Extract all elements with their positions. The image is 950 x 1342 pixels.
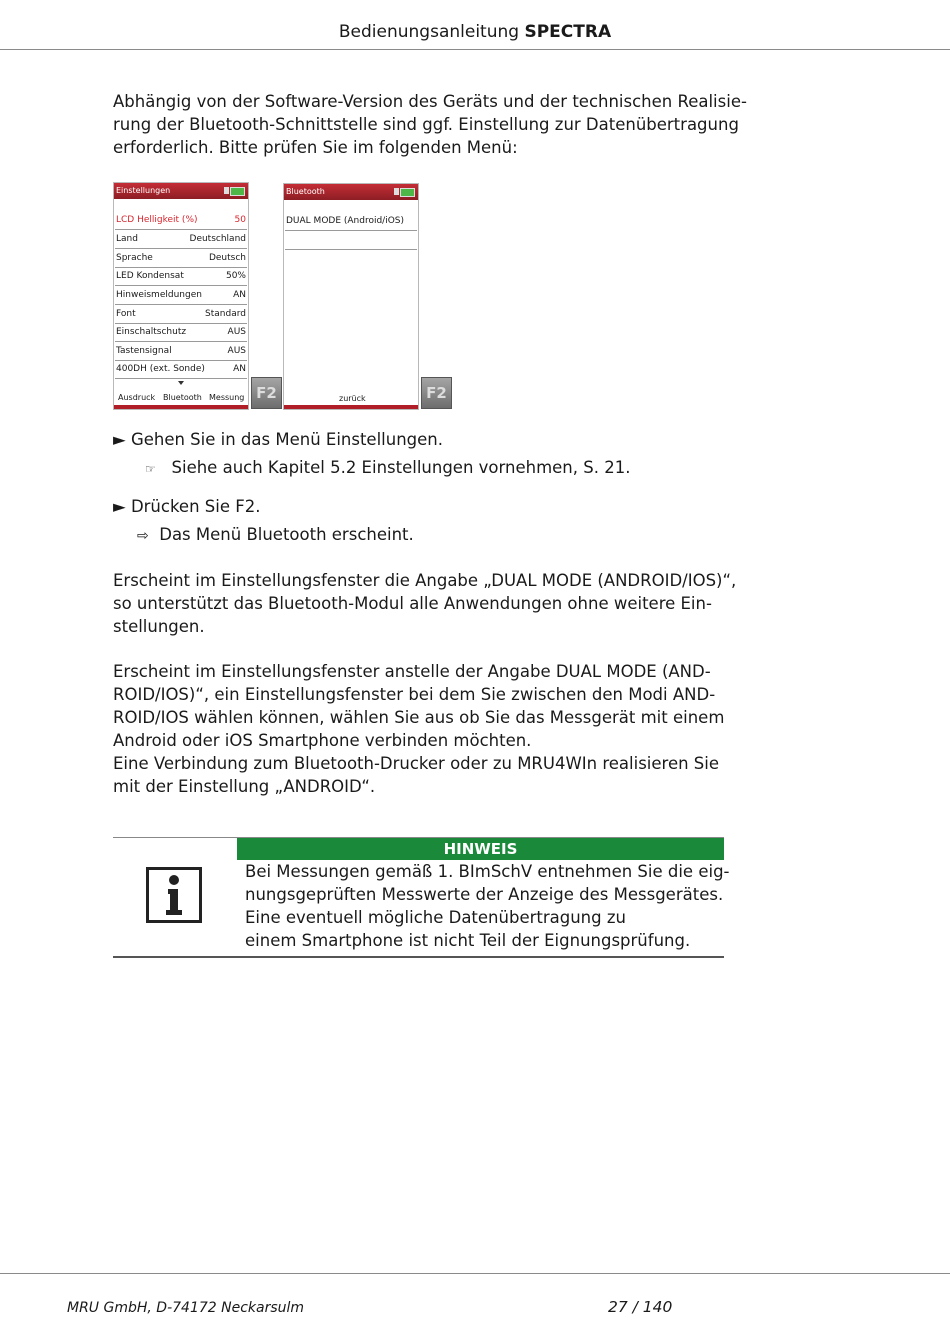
row-label: LED Kondensat [116,271,184,281]
lock-icon [394,188,399,195]
note-heading [237,838,724,860]
intro-line: rung der Bluetooth-Schnittstelle sind ggf. Einstellung zur Datenübertragung [113,115,739,134]
note-bottom-rule [113,956,724,958]
row-label: Font [116,309,136,319]
step-2 [113,495,733,518]
battery-icon [400,188,415,197]
softkey-bluetooth[interactable]: Bluetooth [163,393,202,402]
bluetooth-title-text: Bluetooth [286,187,325,196]
row-label: Sprache [116,253,153,263]
scroll-down-icon [178,381,184,385]
row-label: DUAL MODE (Android/iOS) [286,216,405,226]
settings-row[interactable] [115,323,247,342]
lock-icon [224,187,229,194]
info-icon [146,867,202,923]
f2-key-button[interactable] [421,377,452,409]
row-value: Standard [205,309,246,319]
note-line: Bei Messungen gemäß 1. BImSchV entnehmen Sie die eig- [245,862,730,881]
row-value: AN [233,364,246,374]
step-2-text: Drücken Sie F2. [130,497,261,516]
row-value: 50 [234,215,246,225]
note-line: Eine eventuell mögliche Datenübertragung zu [245,908,626,927]
dual-mode-paragraph [113,569,737,638]
row-value: AUS [227,346,246,356]
intro-line: erforderlich. Bitte prüfen Sie im folgenden Menü: [113,138,518,157]
paragraph-line: Erscheint im Einstellungsfenster die Angabe „DUAL MODE (ANDROID/IOS)“, [113,571,737,590]
footer-divider [0,1273,950,1274]
header-divider [0,49,950,50]
settings-row[interactable] [115,305,247,324]
settings-row[interactable] [115,342,247,361]
f2-key-button[interactable] [251,377,282,409]
softkey-messung[interactable]: Messung [209,393,245,402]
f2-key-label: F2 [426,384,447,402]
step-1-text: Gehen Sie in das Menü Einstellungen. [130,430,443,449]
note-text [245,860,730,952]
paragraph-line: Erscheint im Einstellungsfenster anstelle der Angabe DUAL MODE (AND- [113,662,711,681]
row-label: LCD Helligkeit (%) [116,215,198,225]
softkey-ausdruck[interactable]: Ausdruck [118,393,156,402]
row-label: Einschaltschutz [116,327,187,337]
settings-screen [113,182,249,410]
settings-title-text: Einstellungen [116,186,171,195]
paragraph-line: Android oder iOS Smartphone verbinden möchten. [113,731,532,750]
note-line: nungsgeprüften Messwerte der Anzeige des Messgerätes. [245,885,724,904]
intro-line: Abhängig von der Software-Version des Geräts und der technischen Realisie- [113,92,747,111]
softkey-zurueck[interactable]: zurück [339,394,366,403]
pointing-hand-icon: ☞ [145,462,156,476]
row-value: AUS [227,327,246,337]
settings-row[interactable] [115,360,247,379]
paragraph-line: stellungen. [113,617,205,636]
row-value: AN [233,290,246,300]
settings-row[interactable] [115,249,247,268]
row-label: 400DH (ext. Sonde) [116,364,205,374]
row-label: Land [116,234,138,244]
footer-company: MRU GmbH, D-74172 Neckarsulm [67,1300,305,1316]
settings-row[interactable] [115,286,247,305]
paragraph-line: Eine Verbindung zum Bluetooth-Drucker oder zu MRU4WIn realisieren Sie [113,754,720,773]
step-arrow-icon: ► [113,430,131,449]
step-2-result [137,523,757,548]
battery-icon [230,187,245,196]
row-value: Deutsch [208,253,246,263]
paragraph-line: ROID/IOS)“, ein Einstellungsfenster bei dem Sie zwischen den Modi AND- [113,685,716,704]
paragraph-line: so unterstützt das Bluetooth-Modul alle Anwendungen ohne weitere Ein- [113,594,712,613]
step-1 [113,428,733,451]
row-label: Tastensignal [116,346,172,356]
paragraph-line: mit der Einstellung „ANDROID“. [113,777,376,796]
step-1-reference [145,456,765,481]
paragraph-line: ROID/IOS wählen können, wählen Sie aus ob Sie das Messgerät mit einem [113,708,725,727]
settings-row[interactable] [115,211,247,230]
note-heading-text: HINWEIS [443,840,518,858]
header-title: Bedienungsanleitung [338,22,525,42]
step-arrow-icon: ► [113,497,131,516]
bluetooth-mode-row[interactable] [285,212,417,231]
bluetooth-softkeys [284,392,418,406]
page-number: 27 / 140 [608,1298,673,1316]
result-arrow-icon: ⇨ [137,528,149,544]
f2-key-label: F2 [256,384,277,402]
row-value: Deutschland [189,234,246,244]
empty-row [285,231,417,250]
step-2-result-text: Das Menü Bluetooth erscheint. [159,525,414,544]
settings-row[interactable] [115,267,247,286]
screen-bottom-bar [284,405,418,409]
step-1-reference-text: Siehe auch Kapitel 5.2 Einstellungen vornehmen, S. 21. [171,458,631,477]
note-line: einem Smartphone ist nicht Teil der Eignungsprüfung. [245,931,691,950]
settings-row[interactable] [115,230,247,249]
screen-bottom-bar [114,405,248,409]
info-glyph-icon [149,870,199,920]
row-value: 50% [225,271,246,281]
intro-paragraph [113,90,747,159]
page-header [0,22,950,42]
bluetooth-screen [283,183,419,410]
row-label: Hinweismeldungen [116,290,202,300]
mode-selection-paragraph [113,660,733,798]
settings-softkeys [114,391,248,405]
header-product: SPECTRA [524,22,612,42]
